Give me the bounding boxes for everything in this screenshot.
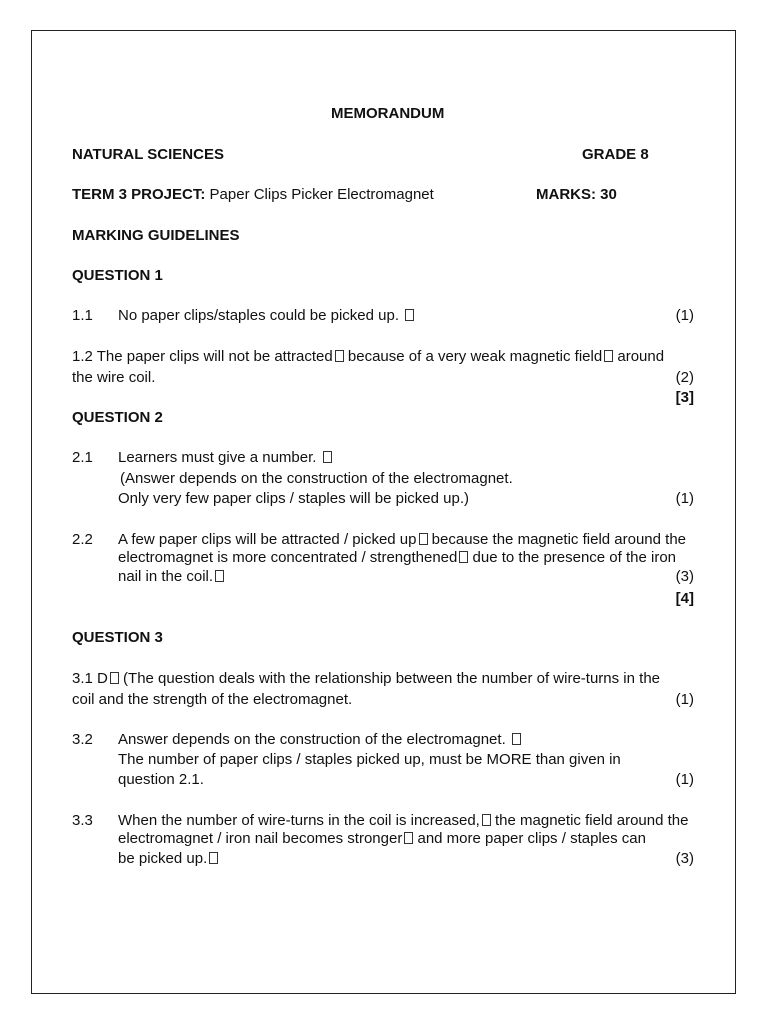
tick-box-icon [482,814,491,826]
subject-label: NATURAL SCIENCES [72,146,224,163]
q3-3-text-b: the magnetic field around the [495,812,689,829]
q3-3-line-3 [118,850,218,868]
question-2-heading: QUESTION 2 [72,409,163,426]
tick-box-icon [404,832,413,844]
q3-2-line-2: The number of paper clips / staples picked up, must be MORE than given in [118,751,621,768]
q2-2-text-c: electromagnet is more concentrated / strengthened [118,549,458,566]
tick-box-icon [215,570,224,582]
q1-2-text-a: 1.2 The paper clips will not be attracted [72,348,333,365]
q2-2-mark: (3) [675,568,694,585]
tick-box-icon [209,852,218,864]
q3-1-line-2: coil and the strength of the electromagnet. [72,691,353,708]
grade-label: GRADE 8 [582,146,649,163]
tick-box-icon [459,551,468,563]
question-1-total: [3] [675,389,694,406]
term-project-label: TERM 3 PROJECT: [72,186,206,203]
tick-box-icon [110,672,119,684]
term-project-line [72,186,434,204]
q3-1-mark: (1) [675,691,694,708]
marks-total: MARKS: 30 [536,186,617,203]
q1-2-mark: (2) [675,369,694,386]
q1-2-line-2: the wire coil. [72,369,156,386]
question-3-heading: QUESTION 3 [72,629,163,646]
q2-1-line-1 [118,449,332,467]
q3-1-text-b: (The question deals with the relationship between the number of wire-turns in the [123,670,660,687]
q2-1-line-3: Only very few paper clips / staples will be picked up.) [118,490,469,507]
q3-1-line-1 [72,670,660,688]
q2-1-number: 2.1 [72,449,93,466]
q3-3-text-d: and more paper clips / staples can [417,830,646,847]
q3-3-text-a: When the number of wire-turns in the coil is increased, [118,812,480,829]
q3-3-line-1 [118,812,688,830]
q3-1-text-a: 3.1 D [72,670,108,687]
q2-2-text-d: due to the presence of the iron [472,549,677,566]
q3-2-text-a: Answer depends on the construction of the electromagnet. [118,731,506,748]
q2-1-mark: (1) [675,490,694,507]
q2-2-number: 2.2 [72,531,93,548]
q3-2-line-3: question 2.1. [118,771,204,788]
document-title: MEMORANDUM [331,105,445,122]
q3-3-line-2 [118,830,646,848]
q2-2-line-1 [118,531,686,549]
q2-2-text-b: because the magnetic field around the [431,531,687,548]
q3-3-text-c: electromagnet / iron nail becomes stronger [118,830,403,847]
q3-3-text-e: be picked up. [118,850,208,867]
q2-1-text: Learners must give a number. [118,449,317,466]
term-project-title: Paper Clips Picker Electromagnet [209,186,434,203]
tick-box-icon [512,733,521,745]
q2-1-line-2: (Answer depends on the construction of the electromagnet. [120,470,513,487]
q3-3-mark: (3) [675,850,694,867]
tick-box-icon [335,350,344,362]
q1-2-line-1 [72,348,664,366]
q1-2-text-c: around [617,348,665,365]
q2-2-line-3 [118,568,224,586]
tick-box-icon [419,533,428,545]
tick-box-icon [405,309,414,321]
tick-box-icon [604,350,613,362]
marking-guidelines-heading: MARKING GUIDELINES [72,227,240,244]
q3-2-line-1 [118,731,521,749]
q2-2-text-e: nail in the coil. [118,568,214,585]
question-1-heading: QUESTION 1 [72,267,163,284]
q1-1-answer [118,307,414,325]
question-2-total: [4] [675,590,694,607]
q3-2-mark: (1) [675,771,694,788]
q1-1-number: 1.1 [72,307,93,324]
q1-1-text: No paper clips/staples could be picked up. [118,307,400,324]
q3-2-number: 3.2 [72,731,93,748]
q2-2-text-a: A few paper clips will be attracted / picked up [118,531,417,548]
tick-box-icon [323,451,332,463]
q1-1-mark: (1) [675,307,694,324]
q1-2-text-b: because of a very weak magnetic field [347,348,603,365]
q3-3-number: 3.3 [72,812,93,829]
q2-2-line-2 [118,549,676,567]
